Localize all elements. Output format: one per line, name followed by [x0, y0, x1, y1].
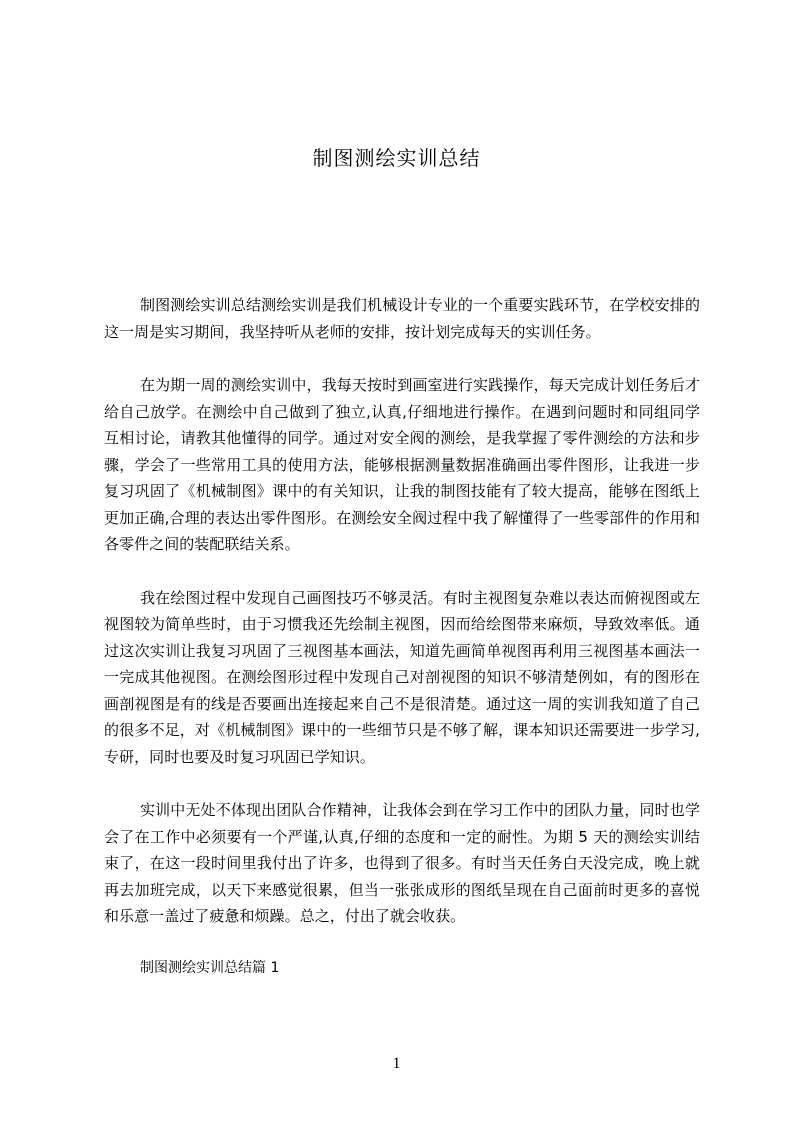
page-number: 1 [392, 1055, 401, 1072]
document-title: 制图测绘实训总结 [312, 146, 481, 170]
paragraph-4: 实训中无处不体现出团队合作精神，让我体会到在学习工作中的团队力量，同时也学会了在工作中必须要有一个严谨,认真,仔细的态度和一定的耐性。为期 5 天的测绘实训结束了，在这一段时间里我付出了许多，也得到了很多。有时当天任务白天没完成，晚上就再去加班完成，以天下来感觉很累，但当一张张成形的图纸呈现在自己面前时更多的喜悦和乐意一盖过了疲惫和烦躁。总之，付出了就会收获。 [104, 801, 700, 925]
paragraph-1: 制图测绘实训总结测绘实训是我们机械设计专业的一个重要实践环节，在学校安排的这一周是实习期间，我坚持听从老师的安排，按计划完成每天的实训任务。 [104, 296, 700, 341]
paragraph-3: 我在绘图过程中发现自己画图技巧不够灵活。有时主视图复杂难以表达而俯视图或左视图较为简单些时，由于习惯我还先绘制主视图，因而给绘图带来麻烦，导致效率低。通过这次实训让我复习巩固了三视图基本画法，知道先画简单视图再利用三视图基本画法一一完成其他视图。在测绘图形过程中发现自己对剖视图的知识不够清楚例如，有的图形在画剖视图是有的线是否要画出连接起来自己不是很清楚。通过这一周的实训我知道了自己的很多不足，对《机械制图》课中的一些细节只是不够了解，课本知识还需要进一步学习,专研，同时也要及时复习巩固已学知识。 [104, 588, 700, 766]
section-subheading: 制图测绘实训总结篇 1 [140, 960, 280, 976]
document-body [104, 292, 700, 957]
paragraph-2: 在为期一周的测绘实训中，我每天按时到画室进行实践操作，每天完成计划任务后才给自己放学。在测绘中自己做到了独立,认真,仔细地进行操作。在遇到问题时和同组同学互相讨论，请教其他懂得的同学。通过对安全阀的测绘，是我掌握了零件测绘的方法和步骤，学会了一些常用工具的使用方法，能够根据测量数据准确画出零件图形，让我进一步复习巩固了《机械制图》课中的有关知识，让我的制图技能有了较大提高，能够在图纸上更加正确,合理的表达出零件图形。在测绘安全阀过程中我了解懂得了一些零部件的作用和各零件之间的装配联结关系。 [104, 376, 700, 553]
